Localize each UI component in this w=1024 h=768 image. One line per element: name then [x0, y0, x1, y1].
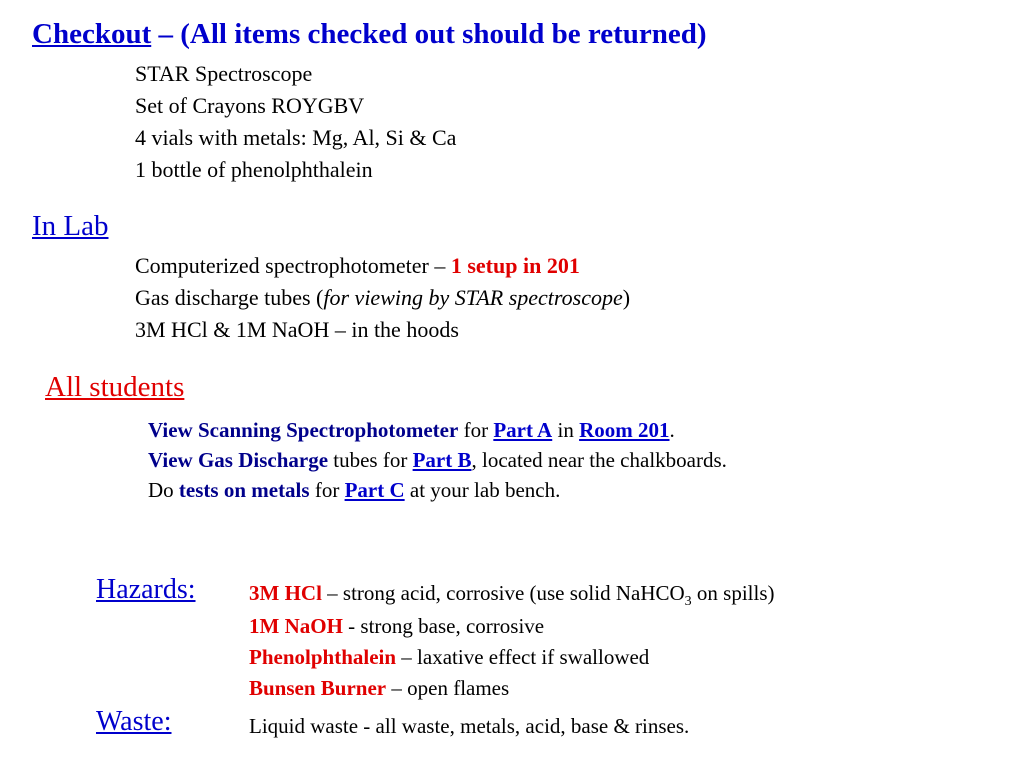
- in-lab-item1-highlight: 1 setup in 201: [450, 253, 580, 278]
- hazard-desc: – open flames: [386, 676, 510, 700]
- in-lab-title: In Lab: [32, 210, 109, 242]
- line2-text1: tubes for: [328, 448, 413, 472]
- all-students-title: All students: [45, 371, 185, 403]
- in-lab-item1-text: Computerized spectrophotometer –: [135, 253, 451, 278]
- in-lab-list: [135, 250, 630, 346]
- line1-text2: in: [552, 418, 580, 442]
- list-item: 4 vials with metals: Mg, Al, Si & Ca: [135, 125, 457, 150]
- list-item: [148, 415, 727, 445]
- checkout-list: [135, 58, 456, 186]
- hazard-name: 3M HCl: [249, 581, 322, 605]
- list-item: STAR Spectroscope: [135, 61, 313, 86]
- list-item: Set of Crayons ROYGBV: [135, 93, 365, 118]
- line3-text2: for: [309, 478, 345, 502]
- line2-end: , located near the chalkboards.: [471, 448, 727, 472]
- line3-end: at your lab bench.: [404, 478, 561, 502]
- checkout-subtitle: – (All items checked out should be returned): [151, 18, 707, 50]
- part-a-link[interactable]: Part A: [493, 418, 553, 442]
- line2-bold: View Gas Discharge: [148, 448, 329, 472]
- line3-text1: Do: [148, 478, 179, 502]
- hazards-title: Hazards:: [96, 574, 196, 605]
- in-lab-item2-end: ): [622, 285, 631, 310]
- list-item: [135, 282, 630, 314]
- hazard-name: 1M NaOH: [249, 614, 343, 638]
- list-item: [148, 475, 727, 505]
- line1-end: .: [669, 418, 675, 442]
- waste-text: Liquid waste - all waste, metals, acid, base & rinses.: [249, 714, 690, 738]
- list-item: [148, 445, 727, 475]
- in-lab-item2-italic: for viewing by STAR spectroscope: [323, 285, 623, 310]
- room-201-link[interactable]: Room 201: [579, 418, 670, 442]
- hazard-name: Phenolphthalein: [249, 645, 397, 669]
- line1-bold: View Scanning Spectrophotometer: [148, 418, 459, 442]
- hazard-item-4: [249, 673, 509, 703]
- part-b-link[interactable]: Part B: [412, 448, 472, 472]
- hazard-subscript: 3: [684, 594, 692, 610]
- hazard-desc-pre: – strong acid, corrosive (use solid NaHCO: [321, 581, 685, 605]
- hazard-item-3: [249, 642, 649, 672]
- list-item: 3M HCl & 1M NaOH – in the hoods: [135, 317, 459, 342]
- in-lab-item2-text: Gas discharge tubes (: [135, 285, 324, 310]
- part-c-link[interactable]: Part C: [344, 478, 405, 502]
- list-item: [135, 250, 630, 282]
- line3-bold: tests on metals: [178, 478, 310, 502]
- hazard-desc: – laxative effect if swallowed: [396, 645, 650, 669]
- line1-text1: for: [458, 418, 494, 442]
- checkout-heading: [32, 18, 707, 51]
- list-item: 1 bottle of phenolphthalein: [135, 157, 373, 182]
- waste-title: Waste:: [96, 706, 172, 737]
- hazard-desc: - strong base, corrosive: [342, 614, 545, 638]
- checkout-title: Checkout: [32, 18, 152, 50]
- all-students-list: [148, 415, 727, 505]
- hazard-item-2: [249, 611, 544, 641]
- hazard-desc-post: on spills): [691, 581, 775, 605]
- hazard-name: Bunsen Burner: [249, 676, 387, 700]
